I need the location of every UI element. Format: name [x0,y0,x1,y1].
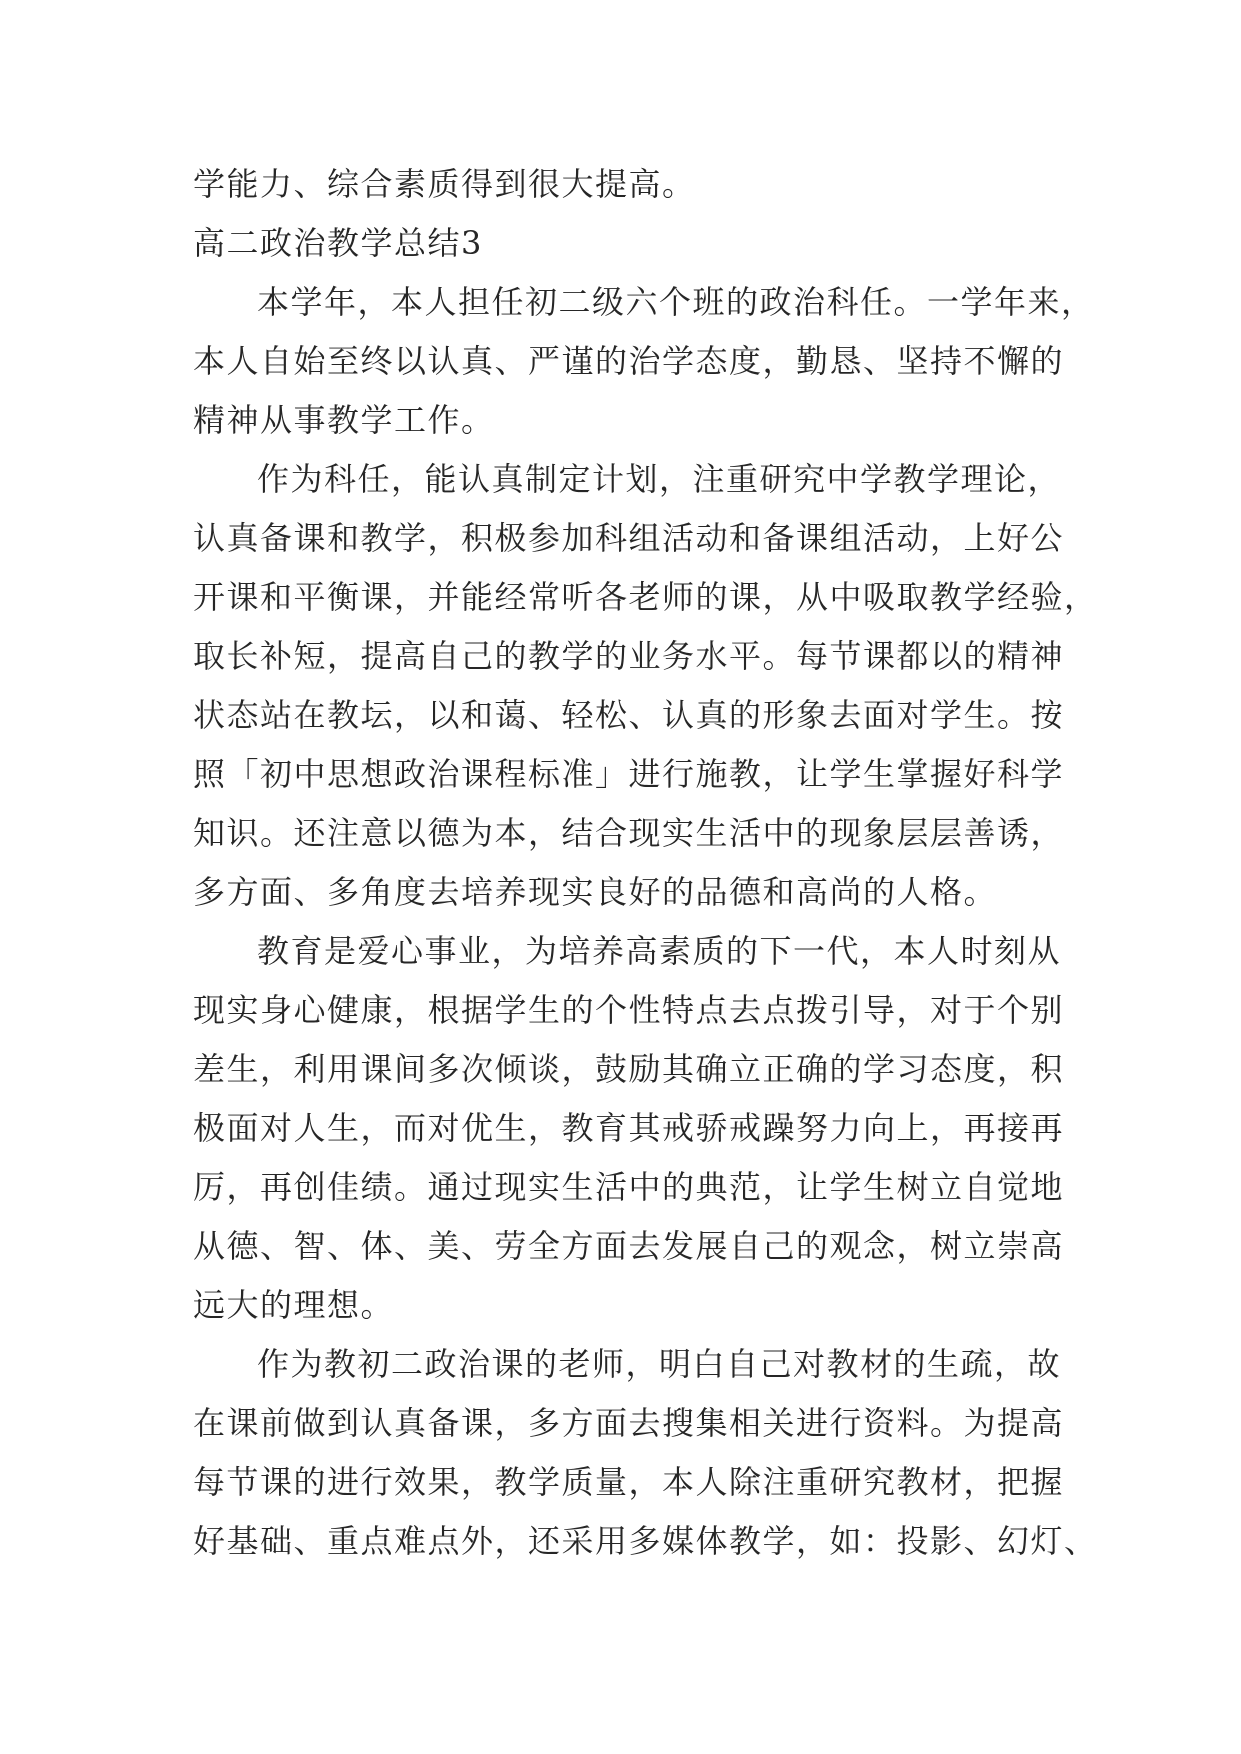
text-line: 多方面、多角度去培养现实良好的品德和高尚的人格。 [193,873,998,911]
text-line: 每节课的进行效果，教学质量，本人除注重研究教材，把握 [193,1463,1065,1501]
text-line: 认真备课和教学，积极参加科组活动和备课组活动，上好公 [193,519,1065,557]
text-line: 取长补短，提高自己的教学的业务水平。每节课都以的精神 [193,637,1065,675]
text-line: 厉，再创佳绩。通过现实生活中的典范，让学生树立自觉地 [193,1168,1065,1206]
text-line: 精神从事教学工作。 [193,401,495,439]
text-line: 本人自始至终以认真、严谨的治学态度，勤恳、坚持不懈的 [193,342,1065,380]
text-line: 极面对人生，而对优生，教育其戒骄戒躁努力向上，再接再 [193,1109,1065,1147]
text-line: 照「初中思想政治课程标准」进行施教，让学生掌握好科学 [193,755,1065,793]
text-line: 学能力、综合素质得到很大提高。 [193,165,696,203]
text-line: 知识。还注意以德为本，结合现实生活中的现象层层善诱， [193,814,1065,852]
text-line: 好基础、重点难点外，还采用多媒体教学，如：投影、幻灯、 [193,1522,1098,1560]
document-body [193,155,1098,1571]
text-line: 在课前做到认真备课，多方面去搜集相关进行资料。为提高 [193,1404,1065,1442]
text-line: 现实身心健康，根据学生的个性特点去点拨引导，对于个别 [193,991,1065,1029]
paragraph-first-line: 作为科任，能认真制定计划，注重研究中学教学理论， [257,460,1062,498]
text-line: 状态站在教坛，以和蔼、轻松、认真的形象去面对学生。按 [193,696,1065,734]
text-line: 开课和平衡课，并能经常听各老师的课，从中吸取教学经验， [193,578,1098,616]
paragraph-first-line: 教育是爱心事业，为培养高素质的下一代，本人时刻从 [257,932,1062,970]
text-line: 远大的理想。 [193,1286,395,1324]
paragraph-first-line: 本学年，本人担任初二级六个班的政治科任。一学年来， [257,283,1095,321]
paragraph-first-line: 作为教初二政治课的老师，明白自己对教材的生疏，故 [257,1345,1062,1383]
text-line: 从德、智、体、美、劳全方面去发展自己的观念，树立崇高 [193,1227,1065,1265]
section-heading: 高二政治教学总结3 [193,224,483,262]
text-line: 差生，利用课间多次倾谈，鼓励其确立正确的学习态度，积 [193,1050,1065,1088]
